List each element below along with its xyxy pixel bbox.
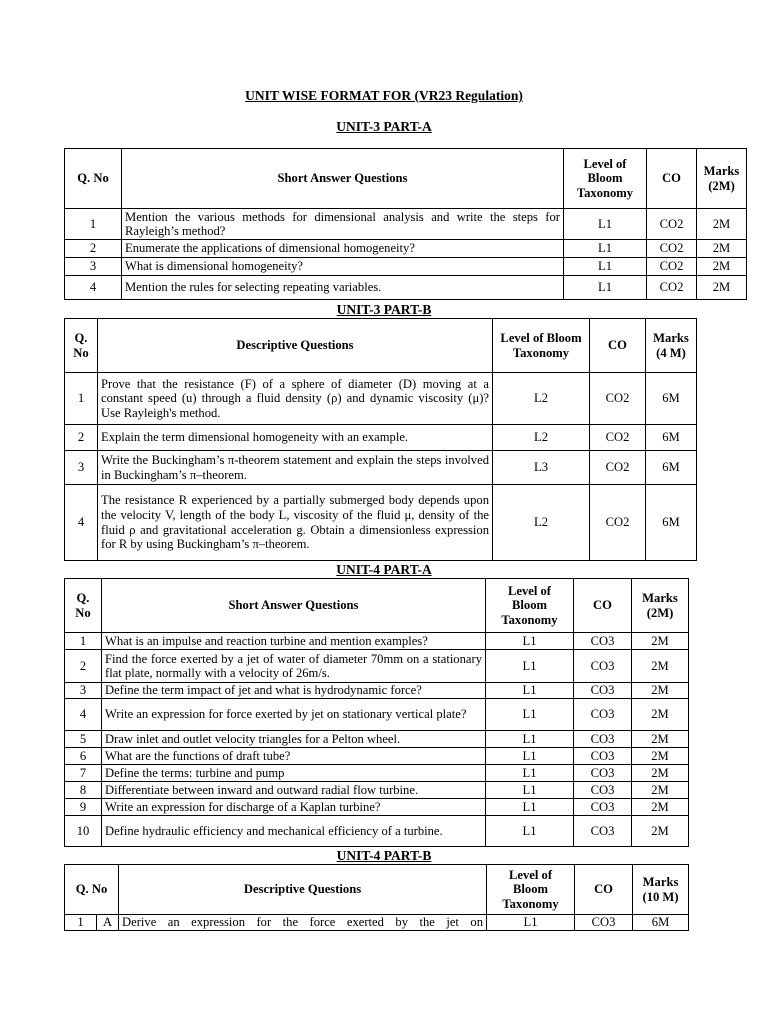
question-text: Explain the term dimensional homogeneity with an example. — [98, 425, 493, 451]
bloom-level: L2 — [493, 425, 590, 451]
question-number: 2 — [65, 240, 122, 258]
bloom-level: L3 — [493, 451, 590, 485]
table-unit4-part-a — [64, 578, 689, 847]
table-unit4-part-b — [64, 864, 689, 931]
question-text: What is dimensional homogeneity? — [122, 258, 564, 276]
bloom-level: L1 — [486, 799, 574, 816]
question-text: What is an impulse and reaction turbine and mention examples? — [102, 633, 486, 650]
course-outcome: CO3 — [574, 782, 632, 799]
header-co: CO — [575, 865, 633, 915]
marks: 2M — [632, 699, 689, 731]
table-row — [65, 258, 747, 276]
section-heading-unit4-part-b: UNIT-4 PART-B — [336, 848, 432, 863]
course-outcome: CO3 — [574, 731, 632, 748]
marks: 2M — [632, 650, 689, 683]
course-outcome: CO3 — [574, 799, 632, 816]
header-qno: Q. No — [65, 149, 122, 209]
question-text: Differentiate between inward and outward radial flow turbine. — [102, 782, 486, 799]
marks: 2M — [697, 240, 747, 258]
section-heading-unit3-part-a: UNIT-3 PART-A — [336, 119, 432, 134]
table-row — [65, 425, 697, 451]
course-outcome: CO2 — [647, 240, 697, 258]
bloom-level: L1 — [486, 748, 574, 765]
header-level: Level of Bloom Taxonomy — [487, 865, 575, 915]
course-outcome: CO3 — [574, 683, 632, 699]
question-number: 1 — [65, 633, 102, 650]
marks: 2M — [632, 782, 689, 799]
question-number: 6 — [65, 748, 102, 765]
course-outcome: CO2 — [647, 258, 697, 276]
marks: 6M — [646, 485, 697, 561]
question-number: 1 — [65, 209, 122, 240]
table-row — [65, 683, 689, 699]
question-number: 8 — [65, 782, 102, 799]
header-qno: Q. No — [65, 865, 119, 915]
header-level: Level of Bloom Taxonomy — [486, 579, 574, 633]
question-text: Write an expression for discharge of a Kaplan turbine? — [102, 799, 486, 816]
header-qno: Q. No — [65, 319, 98, 373]
header-marks: Marks (4 M) — [646, 319, 697, 373]
bloom-level: L1 — [486, 782, 574, 799]
sub-question-letter: A — [97, 915, 119, 931]
table-row — [65, 276, 747, 300]
question-text: Define hydraulic efficiency and mechanical efficiency of a turbine. — [102, 816, 486, 847]
marks: 2M — [632, 799, 689, 816]
course-outcome: CO3 — [574, 633, 632, 650]
bloom-level: L1 — [486, 650, 574, 683]
course-outcome: CO2 — [590, 485, 646, 561]
question-number: 4 — [65, 699, 102, 731]
table-unit3-part-a — [64, 148, 747, 300]
header-co: CO — [647, 149, 697, 209]
bloom-level: L1 — [486, 765, 574, 782]
header-level: Level of Bloom Taxonomy — [564, 149, 647, 209]
bloom-level: L1 — [486, 633, 574, 650]
table-row — [65, 699, 689, 731]
bloom-level: L1 — [487, 915, 575, 931]
header-question: Descriptive Questions — [98, 319, 493, 373]
marks: 2M — [632, 731, 689, 748]
course-outcome: CO3 — [574, 816, 632, 847]
marks: 2M — [697, 209, 747, 240]
course-outcome: CO2 — [647, 276, 697, 300]
course-outcome: CO3 — [575, 915, 633, 931]
course-outcome: CO2 — [590, 425, 646, 451]
course-outcome: CO2 — [590, 451, 646, 485]
table-row — [65, 765, 689, 782]
header-qno: Q. No — [65, 579, 102, 633]
question-number: 2 — [65, 425, 98, 451]
table-unit3-part-b — [64, 318, 697, 561]
course-outcome: CO2 — [590, 373, 646, 425]
bloom-level: L1 — [486, 699, 574, 731]
bloom-level: L1 — [564, 209, 647, 240]
table-row — [65, 782, 689, 799]
bloom-level: L1 — [564, 240, 647, 258]
marks: 6M — [633, 915, 689, 931]
bloom-level: L1 — [564, 258, 647, 276]
header-marks: Marks (2M) — [697, 149, 747, 209]
header-co: CO — [574, 579, 632, 633]
question-number: 7 — [65, 765, 102, 782]
table-row — [65, 485, 697, 561]
course-outcome: CO3 — [574, 699, 632, 731]
marks: 2M — [632, 633, 689, 650]
table-row — [65, 633, 689, 650]
table-row — [65, 748, 689, 765]
bloom-level: L1 — [486, 731, 574, 748]
question-text: Derive an expression for the force exerted by the jet on — [119, 915, 487, 931]
marks: 2M — [632, 816, 689, 847]
question-text: Prove that the resistance (F) of a sphere of diameter (D) moving at a constant speed (u) through a fluid density (ρ) and dynamic viscosity (μ)? Use Rayleigh's method. — [98, 373, 493, 425]
table-row — [65, 240, 747, 258]
question-number: 4 — [65, 276, 122, 300]
question-text: Enumerate the applications of dimensional homogeneity? — [122, 240, 564, 258]
question-text: Define the terms: turbine and pump — [102, 765, 486, 782]
question-number: 4 — [65, 485, 98, 561]
question-text: Write an expression for force exerted by jet on stationary vertical plate? — [102, 699, 486, 731]
question-text: Mention the rules for selecting repeating variables. — [122, 276, 564, 300]
marks: 6M — [646, 451, 697, 485]
course-outcome: CO3 — [574, 748, 632, 765]
document-title: UNIT WISE FORMAT FOR (VR23 Regulation) — [245, 88, 523, 103]
section-heading-unit3-part-b: UNIT-3 PART-B — [336, 302, 432, 317]
table-row — [65, 731, 689, 748]
course-outcome: CO3 — [574, 765, 632, 782]
question-number: 3 — [65, 683, 102, 699]
question-text: Write the Buckingham’s π-theorem statement and explain the steps involved in Buckingham’s π–theorem. — [98, 451, 493, 485]
question-number: 1 — [65, 915, 97, 931]
question-number: 9 — [65, 799, 102, 816]
question-number: 2 — [65, 650, 102, 683]
table-row — [65, 451, 697, 485]
bloom-level: L1 — [486, 816, 574, 847]
section-heading-unit4-part-a: UNIT-4 PART-A — [336, 562, 432, 577]
header-question: Descriptive Questions — [119, 865, 487, 915]
question-number: 10 — [65, 816, 102, 847]
marks: 2M — [632, 765, 689, 782]
header-level: Level of Bloom Taxonomy — [493, 319, 590, 373]
course-outcome: CO2 — [647, 209, 697, 240]
table-row — [65, 799, 689, 816]
marks: 6M — [646, 425, 697, 451]
bloom-level: L1 — [564, 276, 647, 300]
question-number: 1 — [65, 373, 98, 425]
bloom-level: L2 — [493, 485, 590, 561]
question-text: Mention the various methods for dimensional analysis and write the steps for Rayleigh’s method? — [122, 209, 564, 240]
question-text: The resistance R experienced by a partially submerged body depends upon the velocity V, length of the body L, viscosity of the fluid μ, density of the fluid ρ and gravitational acceleration g. Obtain a dimensionless expression for R by using Buckingham’s π–theorem. — [98, 485, 493, 561]
header-question: Short Answer Questions — [122, 149, 564, 209]
marks: 6M — [646, 373, 697, 425]
question-text: What are the functions of draft tube? — [102, 748, 486, 765]
table-row — [65, 816, 689, 847]
marks: 2M — [697, 276, 747, 300]
question-number: 5 — [65, 731, 102, 748]
course-outcome: CO3 — [574, 650, 632, 683]
header-co: CO — [590, 319, 646, 373]
table-row — [65, 209, 747, 240]
question-text: Find the force exerted by a jet of water of diameter 70mm on a stationary flat plate, normally with a velocity of 26m/s. — [102, 650, 486, 683]
header-question: Short Answer Questions — [102, 579, 486, 633]
bloom-level: L1 — [486, 683, 574, 699]
marks: 2M — [632, 748, 689, 765]
question-number: 3 — [65, 258, 122, 276]
header-marks: Marks (2M) — [632, 579, 689, 633]
marks: 2M — [697, 258, 747, 276]
question-number: 3 — [65, 451, 98, 485]
table-row — [65, 915, 689, 931]
question-text: Define the term impact of jet and what is hydrodynamic force? — [102, 683, 486, 699]
header-marks: Marks (10 M) — [633, 865, 689, 915]
table-row — [65, 373, 697, 425]
table-row — [65, 650, 689, 683]
marks: 2M — [632, 683, 689, 699]
bloom-level: L2 — [493, 373, 590, 425]
question-text: Draw inlet and outlet velocity triangles for a Pelton wheel. — [102, 731, 486, 748]
